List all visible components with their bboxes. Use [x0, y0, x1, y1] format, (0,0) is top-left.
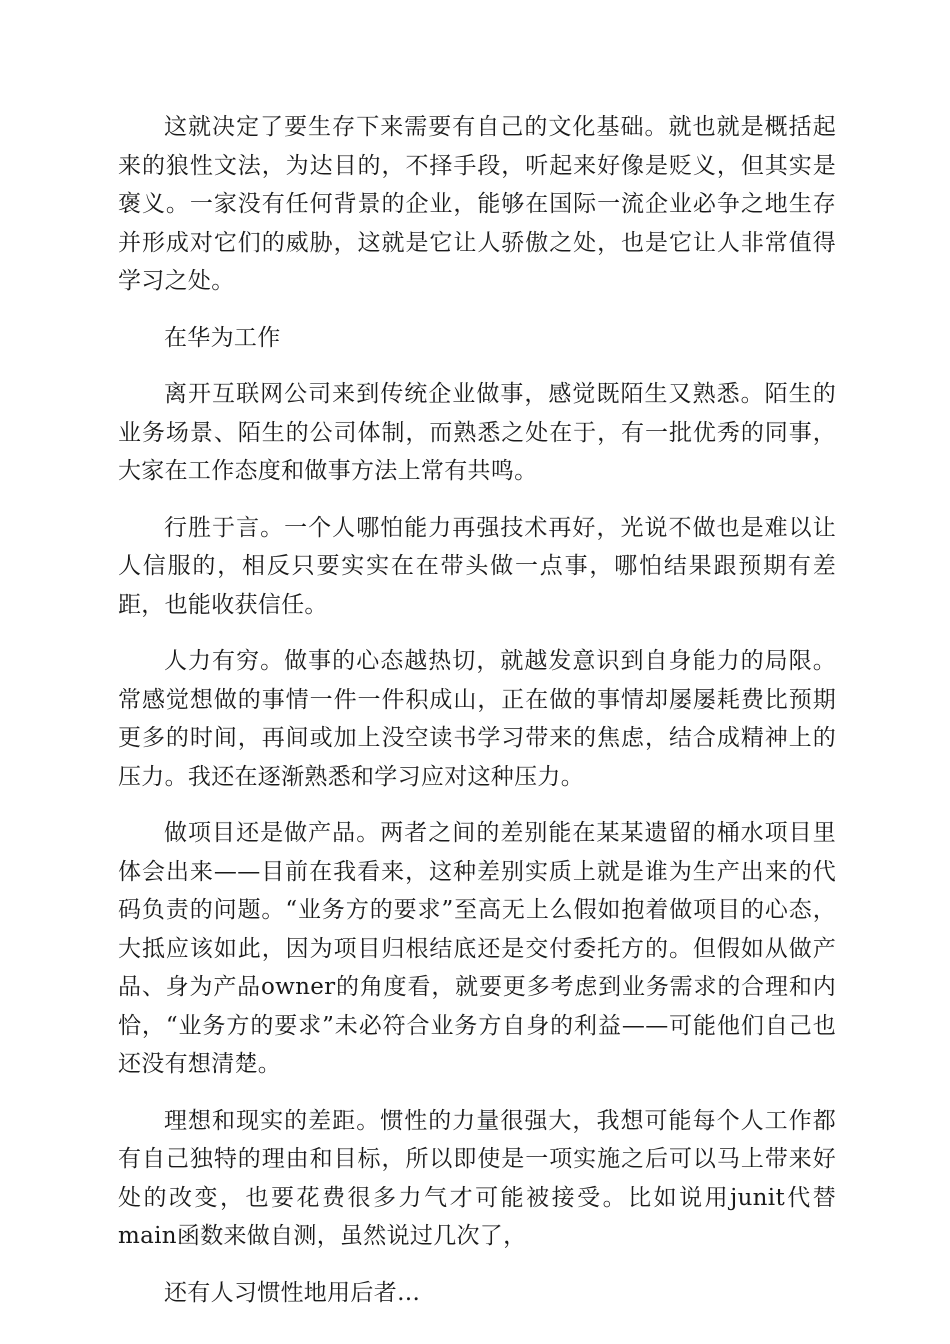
section-heading-working-at-huawei: 在华为工作: [164, 324, 281, 351]
paragraph-limited-capacity: 人力有穷。做事的心态越热切，就越发意识到自身能力的局限。常感觉想做的事情一件一件积成山，正在做的事情却屡屡耗费比预期更多的时间，再间或加上没空读书学习带来的焦虑，结合成精神上的压力。我还在逐渐熟悉和学习应对这种压力。: [118, 648, 836, 790]
paragraph-ideal-vs-reality: 理想和现实的差距。惯性的力量很强大，我想可能每个人工作都有自己独特的理由和目标，所以即使是一项实施之后可以马上带来好处的改变，也要花费很多力气才可能被接受。比如说用junit代替main函数来做自测，虽然说过几次了，: [118, 1107, 836, 1249]
paragraph-actions-over-words: 行胜于言。一个人哪怕能力再强技术再好，光说不做也是难以让人信服的，相反只要实实在在带头做一点事，哪怕结果跟预期有差距，也能收获信任。: [118, 514, 836, 618]
paragraph-culture: 这就决定了要生存下来需要有自己的文化基础。就也就是概括起来的狼性文法，为达目的，不择手段，听起来好像是贬义，但其实是褒义。一家没有任何背景的企业，能够在国际一流企业必争之地生存并形成对它们的威胁，这就是它让人骄傲之处，也是它让人非常值得学习之处。: [118, 114, 836, 294]
document-body: [118, 108, 836, 1330]
paragraph-project-vs-product: 做项目还是做产品。两者之间的差别能在某某遗留的桶水项目里体会出来——目前在我看来，这种差别实质上就是谁为生产出来的代码负责的问题。“业务方的要求”至高无上么假如抱着做项目的心态，大抵应该如此，因为项目归根结底还是交付委托方的。但假如从做产品、身为产品owner的角度看，就要更多考虑到业务需求的合理和内恰，“业务方的要求”未必符合业务方自身的利益——可能他们自己也还没有想清楚。: [118, 820, 836, 1077]
paragraph-leaving-internet: 离开互联网公司来到传统企业做事，感觉既陌生又熟悉。陌生的业务场景、陌生的公司体制，而熟悉之处在于，有一批优秀的同事，大家在工作态度和做事方法上常有共鸣。: [118, 381, 836, 484]
paragraph-habit: 还有人习惯性地用后者…: [164, 1279, 421, 1306]
